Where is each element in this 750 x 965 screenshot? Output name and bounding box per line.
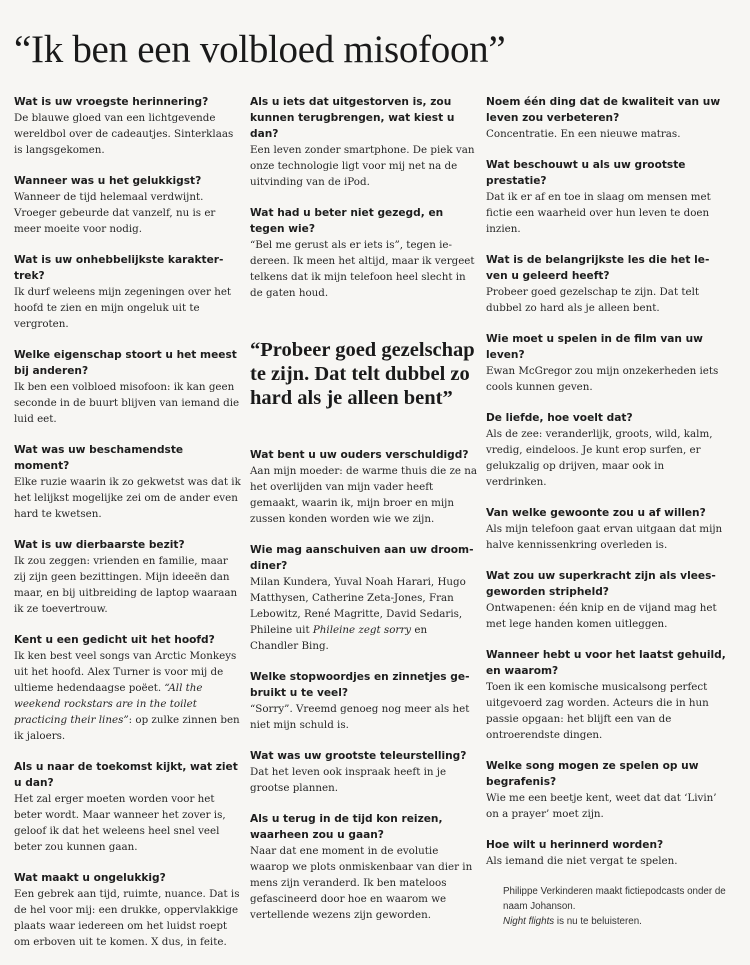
question: Noem één ding dat de kwaliteit van uw leven zou verbeteren?: [486, 96, 721, 124]
qa-block: [486, 505, 726, 553]
answer-quote: Phileine zegt sorry: [312, 624, 412, 636]
answer: Elke ruzie waarin ik zo gekwetst was dat ik het lelijkst mogelijke zei om de ander even hard te kwetsen.: [14, 476, 241, 520]
question: Kent u een gedicht uit het hoofd?: [14, 634, 215, 646]
question: Als u iets dat uitgestorven is, zou kunnen terugbrengen, wat kiest u dan?: [250, 96, 455, 140]
qa-block: [250, 811, 478, 923]
answer-text: en Chandler Bing.: [250, 624, 428, 652]
question: Welke song mogen ze spelen op uw begrafenis?: [486, 760, 699, 788]
answer: Wanneer de tijd helemaal verdwijnt. Vroeger gebeurde dat vanzelf, nu is er meer moeite voor nodig.: [14, 191, 216, 235]
pull-quote: “Probeer goed gezelschap te zijn. Dat telt dubbel zo hard als je alleen bent”: [250, 339, 475, 409]
answer: “Sorry”. Vreemd genoeg nog meer als het niet mijn schuld is.: [250, 703, 470, 731]
article-title: “Ik ben een volbloed misofoon”: [14, 28, 506, 71]
question: Wat is uw dierbaarste bezit?: [14, 539, 185, 551]
column-2-top: [250, 94, 478, 301]
answer: Het zal erger moeten worden voor het beter wordt. Maar wanneer het zover is, geloof ik dat het weleens heel snel veel beter zou kunnen gaan.: [14, 793, 226, 853]
question: Wat had u beter niet gezegd, en tegen wie?: [250, 207, 444, 235]
column-3-qa: [486, 94, 726, 869]
qa-block: [14, 537, 242, 617]
answer: “Bel me gerust als er iets is”, tegen iedereen. Ik meen het altijd, maar ik vergeet telkens dat ik mijn telefoon heel slecht in de gaten houd.: [250, 239, 475, 299]
qa-block: [250, 447, 478, 527]
answer: Ik durf weleens mijn zegeningen over het hoofd te zien en mijn ongeluk uit te vergroten.: [14, 286, 232, 330]
question: Wanneer hebt u voor het laatst gehuild, en waarom?: [486, 649, 726, 677]
question: Wie mag aanschuiven aan uw droomdiner?: [250, 544, 474, 572]
answer: Ik zou zeggen: vrienden en familie, maar zij zijn geen bezittingen. Mijn ideeën dan maar, en bij uitbreiding de laptop waaraan ik ze toevertrouw.: [14, 555, 238, 615]
qa-block: [14, 442, 242, 522]
answer: Een gebrek aan tijd, ruimte, nuance. Dat is de hel voor mij: een drukke, oppervlakkige plaats waar iedereen om het luidst roept om erboven uit te komen. X dus, in feite.: [14, 888, 240, 948]
answer: Als mijn telefoon gaat ervan uitgaan dat mijn halve kennissenkring overleden is.: [486, 523, 723, 551]
question: De liefde, hoe voelt dat?: [486, 412, 633, 424]
answer: Toen ik een komische musicalsong perfect uitgevoerd zag worden. Acteurs die in hun passie opgaan: het blijft een van de ontroerendste dingen.: [486, 681, 709, 741]
credit-line: Philippe Verkinderen maakt fictiepodcasts onder de naam Johanson.: [503, 886, 726, 912]
answer: [250, 574, 478, 654]
answer: Dat ik er af en toe in slaag om mensen met fictie een waarheid over hun leven te doen inzien.: [486, 191, 711, 235]
answer: Als iemand die niet vergat te spelen.: [486, 855, 678, 867]
question: Wat was uw grootste teleurstelling?: [250, 750, 467, 762]
column-2: [250, 94, 478, 938]
qa-block: [14, 173, 242, 237]
answer: De blauwe gloed van een lichtgevende wereldbol over de cadeautjes. Sinterklaas is langsgekomen.: [14, 112, 234, 156]
answer: Aan mijn moeder: de warme thuis die ze na het overlijden van mijn vader heeft gemaakt, waarin ik, mijn broer en mijn zussen konden worden wie we zijn.: [250, 465, 478, 525]
question: Als u naar de toekomst kijkt, wat ziet u dan?: [14, 761, 238, 789]
credit-title: Night flights: [503, 916, 555, 927]
question: Wat is uw onhebbelijkste karaktertrek?: [14, 254, 224, 282]
credit-post: is nu te beluisteren.: [554, 916, 642, 927]
qa-block: [14, 632, 242, 744]
column-3: [486, 94, 726, 929]
question: Als u terug in de tijd kon reizen, waarheen zou u gaan?: [250, 813, 443, 841]
qa-block: [14, 759, 242, 855]
question: Hoe wilt u herinnerd worden?: [486, 839, 664, 851]
qa-block: [486, 252, 726, 316]
answer: Ontwapenen: één knip en de vijand mag het met lege handen komen uitleggen.: [486, 602, 717, 630]
qa-block: [14, 252, 242, 332]
qa-block: [486, 647, 726, 743]
qa-block: [14, 347, 242, 427]
answer-quote: “All the weekend rockstars are in the toilet practicing their lines”: [14, 682, 203, 726]
qa-block: [250, 669, 478, 733]
question: Wat zou uw superkracht zijn als vleesgeworden stripheld?: [486, 570, 716, 598]
answer: Ik ben een volbloed misofoon: ik kan geen seconde in de buurt blijven van iemand die luid eet.: [14, 381, 240, 425]
question: Van welke gewoonte zou u af willen?: [486, 507, 706, 519]
column-2-bottom: [250, 447, 478, 923]
answer: Wie me een beetje kent, weet dat dat ‘Livin’ on a prayer’ moet zijn.: [486, 792, 717, 820]
qa-block: [14, 870, 242, 950]
answer: [14, 648, 242, 744]
answer: Dat het leven ook inspraak heeft in je grootse plannen.: [250, 766, 447, 794]
qa-block: [250, 205, 478, 301]
question: Wat maakt u ongelukkig?: [14, 872, 166, 884]
question: Wat is de belangrijkste les die het leven u geleerd heeft?: [486, 254, 710, 282]
qa-block: [14, 94, 242, 158]
answer: Een leven zonder smartphone. De piek van onze technologie ligt voor mij net na de uitvinding van de iPod.: [250, 144, 475, 188]
answer: Concentratie. En een nieuwe matras.: [486, 128, 681, 140]
qa-block: [486, 758, 726, 822]
qa-block: [250, 748, 478, 796]
question: Wanneer was u het gelukkigst?: [14, 175, 202, 187]
column-1: [14, 94, 242, 965]
question: Wie moet u spelen in de film van uw leven?: [486, 333, 703, 361]
qa-block: [486, 410, 726, 490]
question: Wat is uw vroegste herinnering?: [14, 96, 209, 108]
question: Wat bent u uw ouders verschuldigd?: [250, 449, 469, 461]
answer-text: Ik ken best veel songs van Arctic Monkeys uit het hoofd. Alex Turner is voor mij de ultieme hedendaagse poëet.: [14, 650, 237, 694]
answer: Naar dat ene moment in de evolutie waarop we plots onmiskenbaar van dier in mens zijn veranderd. Ik ben mateloos gefascineerd door hoe en waarom we vertellende wezens zijn geworden.: [250, 845, 473, 921]
answer-text: : op zulke zinnen ben ik jaloers.: [14, 714, 240, 742]
author-credit: [503, 884, 726, 929]
qa-block: [250, 94, 478, 190]
answer-text: Milan Kundera, Yuval Noah Harari, Hugo Matthysen, Catherine Zeta-Jones, Fran Lebowitz, René Magritte, David Sedaris, Phileine uit: [250, 576, 466, 636]
qa-block: [250, 542, 478, 654]
question: Wat was uw beschamendste moment?: [14, 444, 184, 472]
question: Wat beschouwt u als uw grootste prestatie?: [486, 159, 686, 187]
answer: Ewan McGregor zou mijn onzekerheden iets cools kunnen geven.: [486, 365, 719, 393]
question: Welke stopwoordjes en zinnetjes gebruikt u te veel?: [250, 671, 470, 699]
qa-block: [486, 331, 726, 395]
qa-block: [486, 837, 726, 869]
qa-block: [486, 157, 726, 237]
qa-block: [486, 94, 726, 142]
answer: Probeer goed gezelschap te zijn. Dat telt dubbel zo hard als je alleen bent.: [486, 286, 700, 314]
question: Welke eigenschap stoort u het meest bij anderen?: [14, 349, 237, 377]
answer: Als de zee: veranderlijk, groots, wild, kalm, vredig, eindeloos. Je kunt erop surfen, er gelukzalig op drijven, maar ook in verdrinken.: [486, 428, 713, 488]
qa-block: [486, 568, 726, 632]
